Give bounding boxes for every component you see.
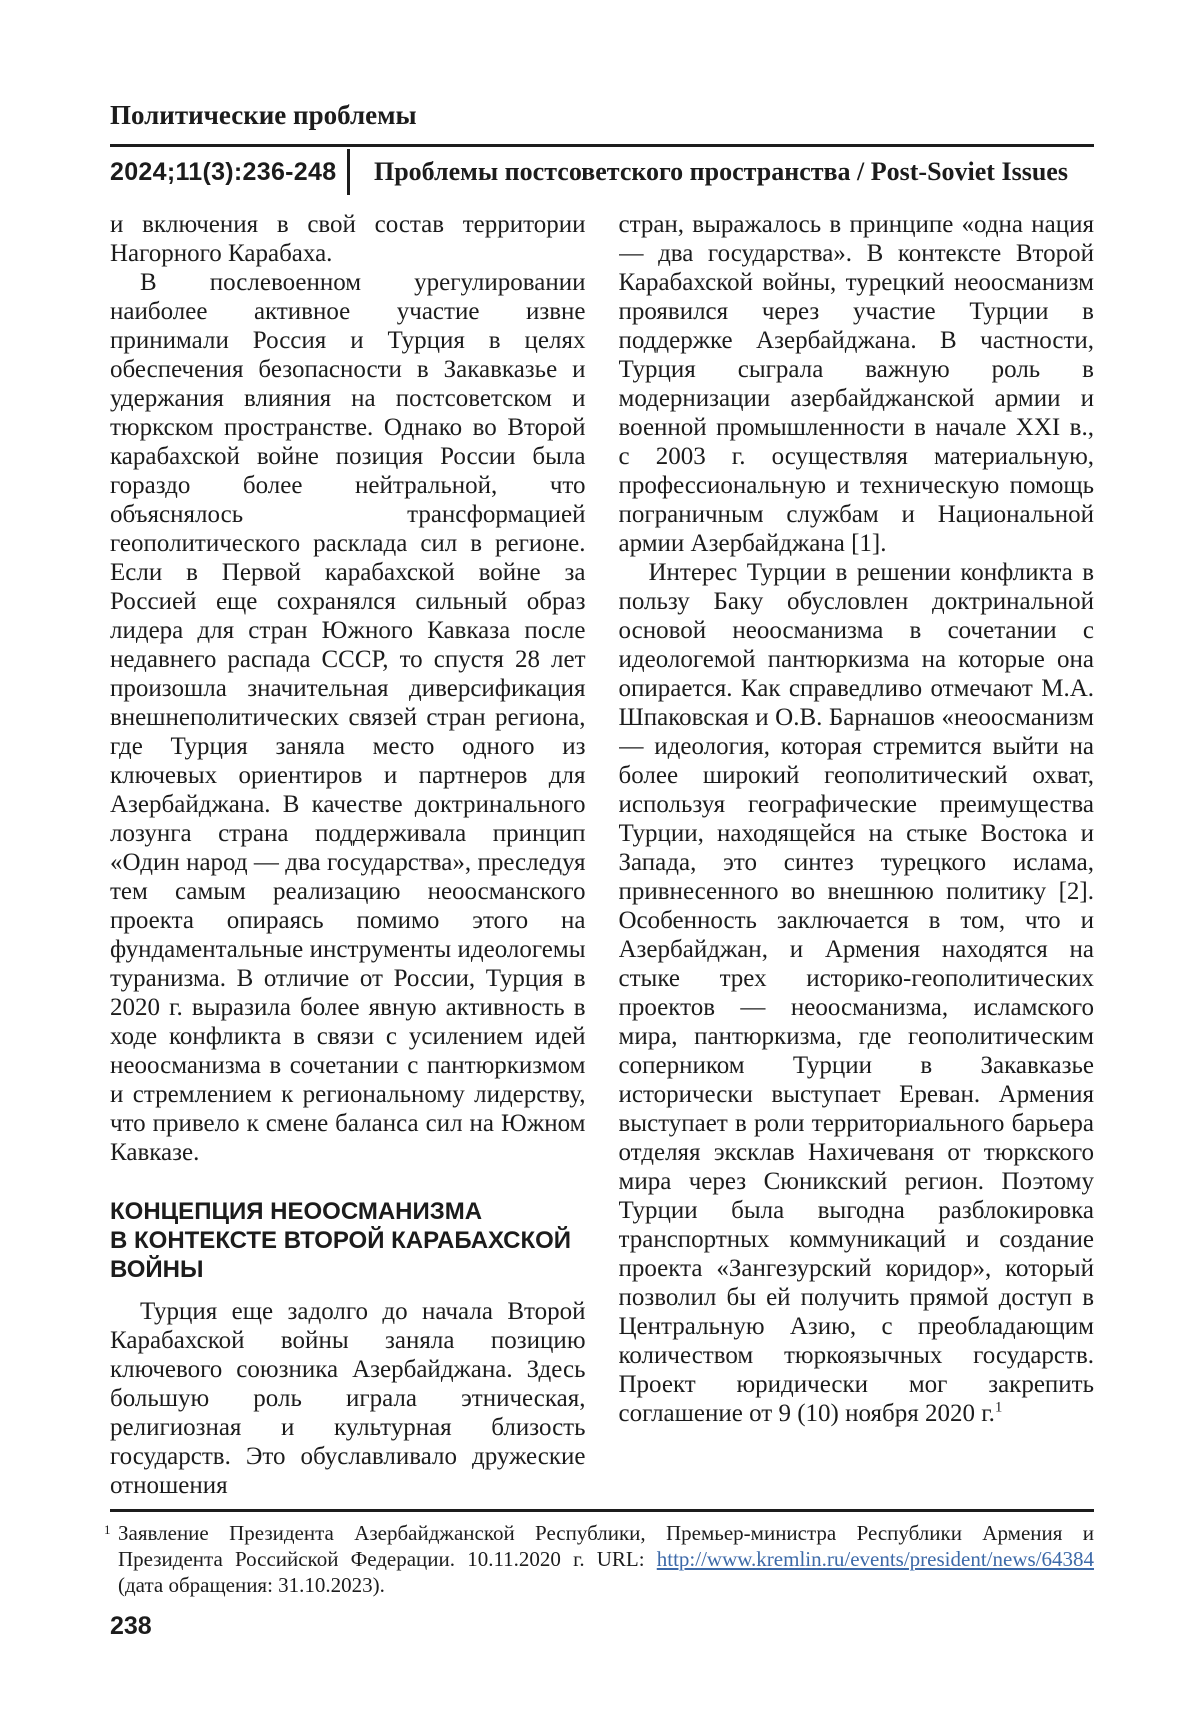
footnote-area: [104, 1509, 1094, 1598]
footnote-text: Заявление Президента Азербайджанской Республики, Премьер-министра Республики Армения и Президента Российской Федерации. 10.11.2020 г. URL:: [118, 1521, 1094, 1571]
footnote: [104, 1520, 1094, 1598]
left-column: [110, 210, 586, 1509]
footnote-text-after: (дата обращения: 31.10.2023).: [118, 1573, 385, 1597]
citation-text: 2024;11(3):236-248: [110, 157, 337, 186]
body-paragraph: В послевоенном урегулировании наиболее активное участие извне принимали Россия и Турция в целях обеспечения безопасности в Закавказье и удержания влияния на постсоветском и тюркском пространстве. Однако во Второй карабахской войне позиция России была гораздо более нейтральной, что объяснялось трансформацией геополитического расклада сил в регионе. Если в Первой карабахской войне за Россией еще сохранялся сильный образ лидера для стран Южного Кавказа после недавнего распада СССР, то спустя 28 лет произошла значительная диверсификация внешнеполитических связей стран региона, где Турция заняла место одного из ключевых ориентиров и партнеров для Азербайджана. В качестве доктринального лозунга страна поддерживала принцип «Один народ — два государства», преследуя тем самым реализацию неоосманского проекта опираясь помимо этого на фундаментальные инструменты идеологемы туранизма. В отличие от России, Турция в 2020 г. выразила более явную активность в ходе конфликта в связи с усилением идей неоосманизма в сочетании с пантюркизмом и стремлением к региональному лидерству, что привело к смене баланса сил на Южном Кавказе.: [110, 269, 586, 1166]
footnote-reference: 1: [994, 1399, 1003, 1416]
footnote-link[interactable]: http://www.kremlin.ru/events/president/news/64384: [656, 1547, 1094, 1571]
page-number: 238: [110, 1612, 152, 1640]
right-column: [619, 210, 1095, 1509]
citation-row: [110, 147, 1094, 197]
body-paragraph: и включения в свой состав территории Нагорного Карабаха.: [110, 211, 586, 267]
section-heading-line: ВОЙНЫ: [110, 1256, 204, 1283]
body-paragraph: [619, 558, 1095, 1428]
footnote-marker: 1: [104, 1522, 111, 1537]
section-heading: [110, 1197, 586, 1284]
journal-title: Проблемы постсоветского пространства / Post-Soviet Issues: [374, 157, 1068, 186]
two-column-body: [0, 197, 1200, 1509]
page-header: [0, 0, 1200, 197]
section-heading-line: КОНЦЕПЦИЯ НЕООСМАНИЗМА: [110, 1198, 483, 1225]
body-paragraph: Турция еще задолго до начала Второй Карабахской войны заняла позицию ключевого союзника Азербайджана. Здесь большую роль играла этническая, религиозная и культурная близость государств. Это обуславливало дружеские отношения: [110, 1298, 586, 1499]
running-head: Политические проблемы: [110, 100, 417, 130]
body-paragraph: стран, выражалось в принципе «одна нация — два государства». В контексте Второй Карабахской войны, турецкий неоосманизм проявился через участие Турции в поддержке Азербайджана. В частности, Турция сыграла важную роль в модернизации азербайджанской армии и военной промышленности в начале XXI в., с 2003 г. осуществляя материальную, профессиональную и техническую помощь пограничным службам и Национальной армии Азербайджана [1].: [618, 211, 1094, 557]
paragraph-text: Интерес Турции в решении конфликта в пользу Баку обусловлен доктринальной основой неоосманизма в сочетании с идеологемой пантюркизма на которые она опирается. Как справедливо отмечают М.А. Шпаковская и О.В. Барнашов «неоосманизм — идеология, которая стремится выйти на более широкий геополитический охват, используя географические преимущества Турции, находящейся на стыке Востока и Запада, это синтез турецкого ислама, привнесенного во внешнюю политику [2]. Особенность заключается в том, что и Азербайджан, и Армения находятся на стыке трех историко-геополитических проектов — неоосманизма, исламского мира, пантюркизма, где геополитическим соперником Турции в Закавказье исторически выступает Ереван. Армения выступает в роли территориального барьера отделяя эксклав Нахичеваня от тюркского мира через Сюникский регион. Поэтому Турции была выгодна разблокировка транспортных коммуникаций и создание проекта «Зангезурский коридор», который позволил бы ей получить прямой доступ в Центральную Азию, с преобладающим количеством тюркоязычных государств. Проект юридически мог закрепить соглашение от 9 (10) ноября 2020 г.: [618, 559, 1094, 1427]
section-heading-line: В КОНТЕКСТЕ ВТОРОЙ КАРАБАХСКОЙ: [110, 1227, 572, 1254]
